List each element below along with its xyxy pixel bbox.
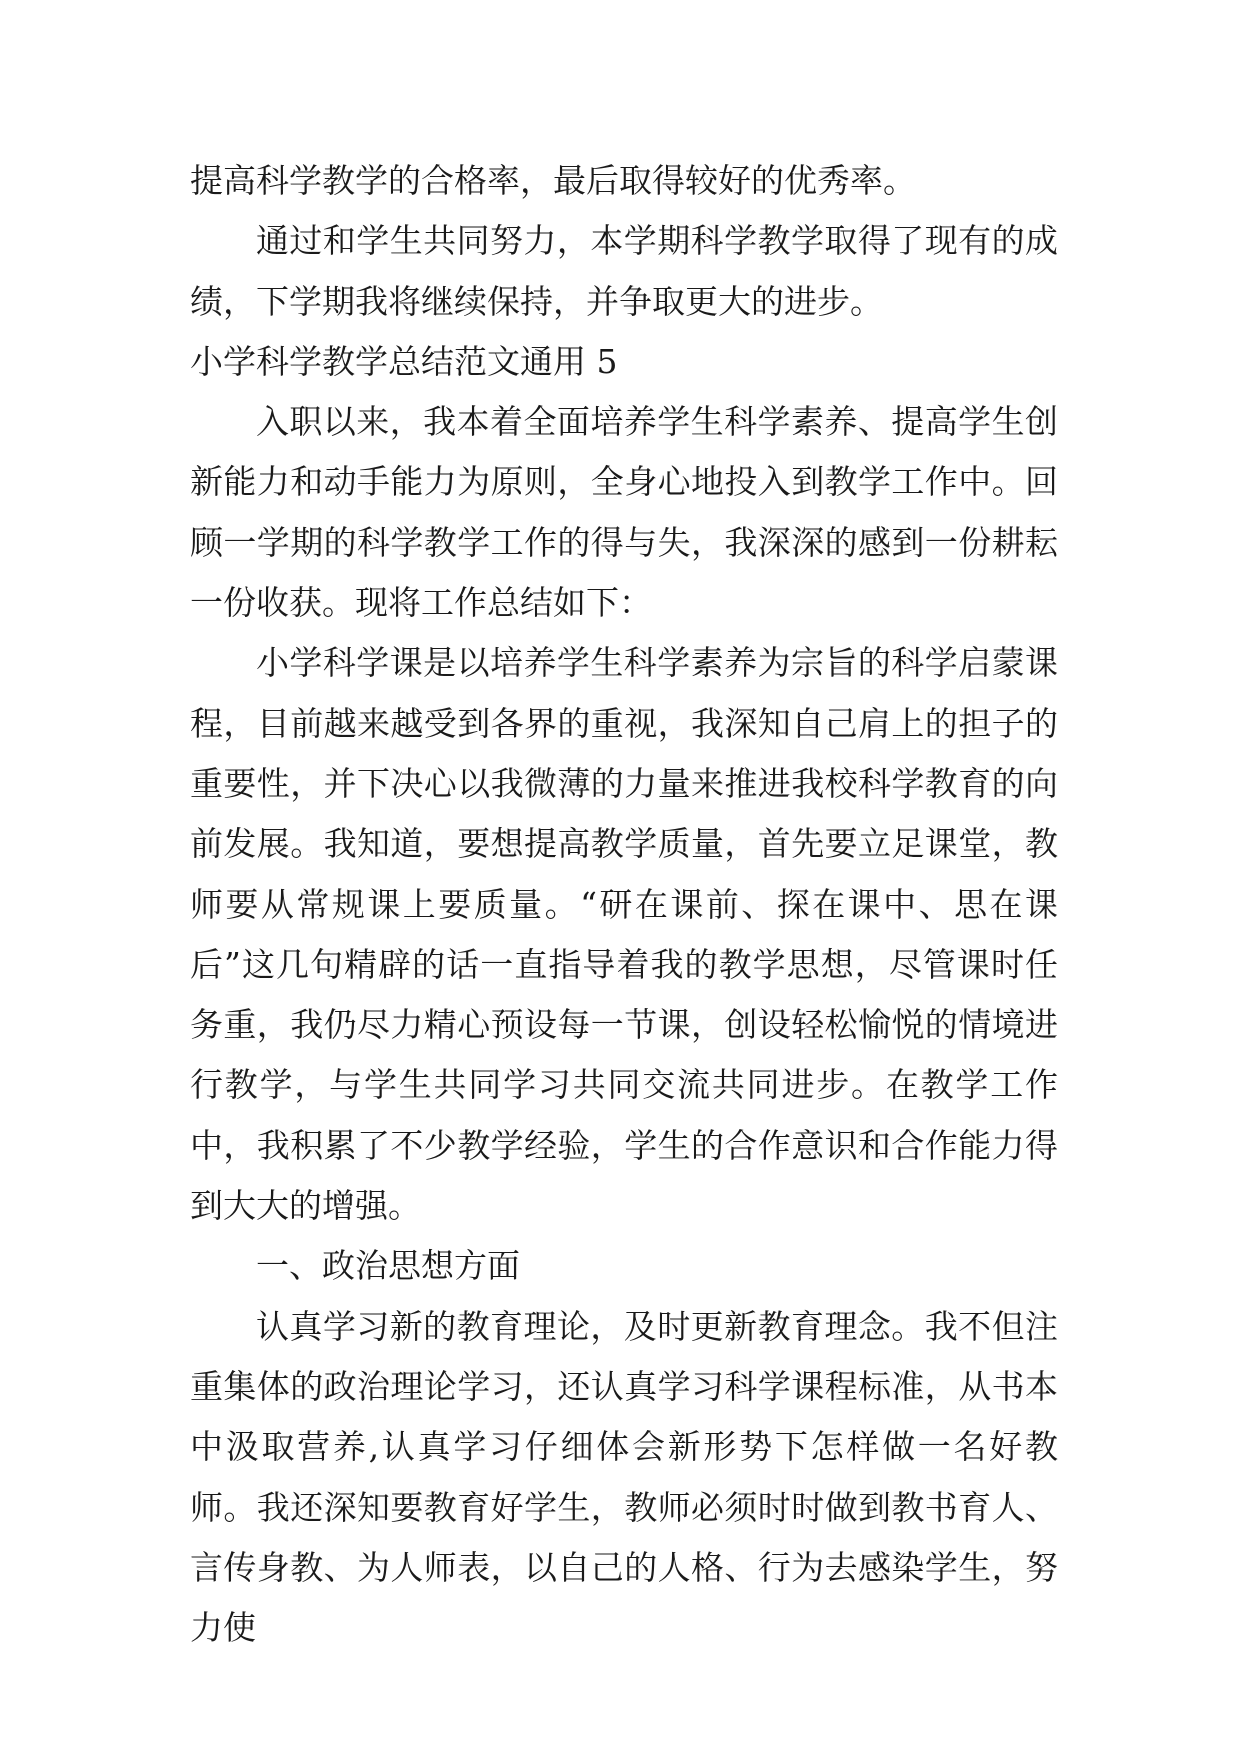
subheading-political-thought: 一、政治思想方面 [256,1246,520,1286]
paragraph-science-course: 小学科学课是以培养学生科学素养为宗旨的科学启蒙课程，目前越来越受到各界的重视，我深知自己肩上的担子的重要性，并下决心以我微薄的力量来推进我校科学教育的向前发展。我知道，要想提高教学质量，首先要立足课堂，教师要从常规课上要质量。“研在课前、探在课中、思在课后”这几句精辟的话一直指导着我的教学思想，尽管课时任务重，我仍尽力精心预设每一节课，创设轻松愉悦的情境进行教学，与学生共同学习共同交流共同进步。在教学工作中，我积累了不少教学经验，学生的合作意识和合作能力得到大大的增强。 [190,643,1058,1226]
paragraph-intro: 入职以来，我本着全面培养学生科学素养、提高学生创新能力和动手能力为原则，全身心地投入到教学工作中。回顾一学期的科学教学工作的得与失，我深深的感到一份耕耘一份收获。现将工作总结如下： [190,402,1058,623]
paragraph-study-theory: 认真学习新的教育理论，及时更新教育理念。我不但注重集体的政治理论学习，还认真学习科学课程标准，从书本中汲取营养,认真学习仔细体会新形势下怎样做一名好教师。我还深知要教育好学生，教师必须时时做到教书育人、言传身教、为人师表，以自己的人格、行为去感染学生，努力使 [190,1306,1058,1648]
paragraph-continuation: 提高科学教学的合格率，最后取得较好的优秀率。 [190,161,916,200]
paragraph-semester-result: 通过和学生共同努力，本学期科学教学取得了现有的成绩，下学期我将继续保持，并争取更大的进步。 [190,221,1058,321]
section-title: 小学科学教学总结范文通用 5 [190,341,618,381]
document-body [190,151,1058,1658]
